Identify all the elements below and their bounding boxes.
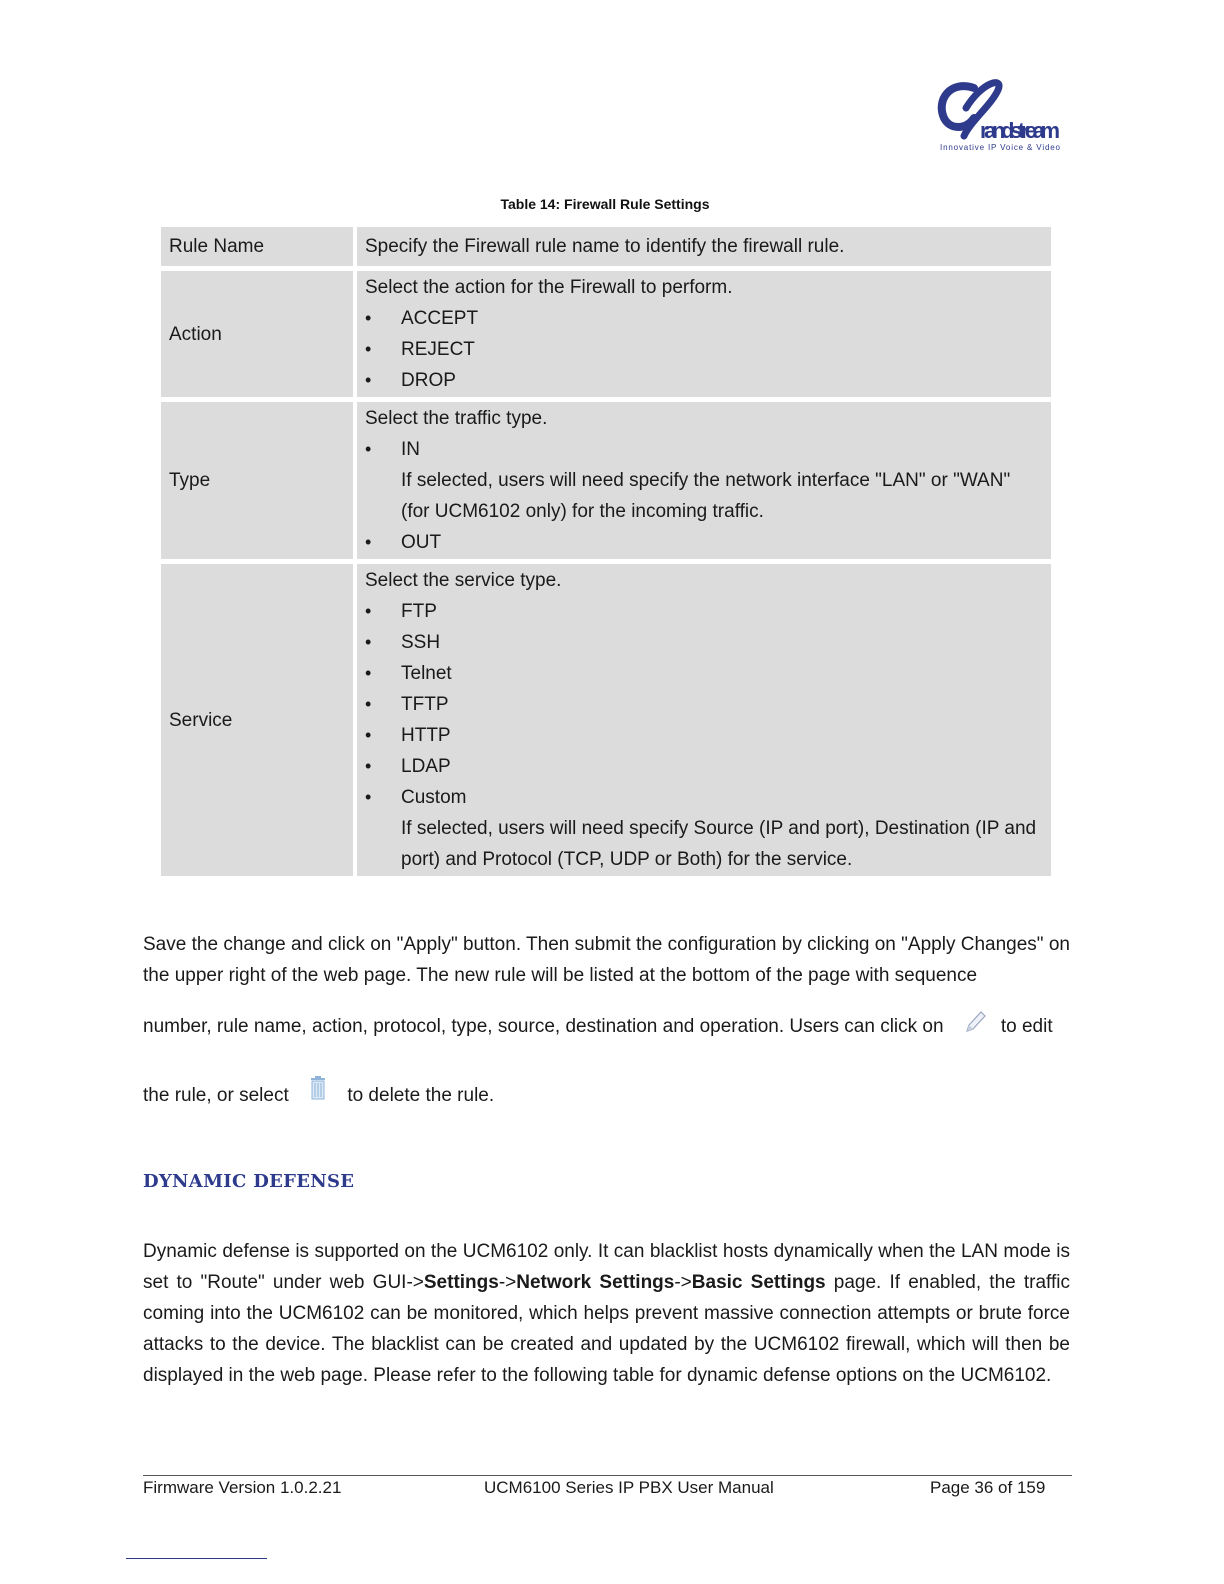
bullet-text: IN (401, 439, 420, 460)
bullet-text: HTTP (401, 725, 451, 746)
footer-page-number: Page 36 of 159 (930, 1478, 1046, 1497)
para2-bold-basic-settings: Basic Settings (691, 1272, 826, 1293)
para2-text-3: -> (674, 1272, 692, 1293)
bullet-icon: • (365, 308, 372, 328)
bullet-icon: • (365, 725, 372, 745)
logo-wordmark: randstream (980, 118, 1060, 143)
table-caption: Table 14: Firewall Rule Settings (500, 196, 710, 212)
bullet-item (365, 303, 1043, 334)
footer-firmware-version: Firmware Version 1.0.2.21 (143, 1478, 342, 1497)
bullet-item (365, 627, 1043, 658)
bullet-item (365, 434, 1043, 465)
bullet-text: FTP (401, 601, 437, 622)
row-description (357, 402, 1051, 559)
para2-text-2: -> (498, 1272, 517, 1293)
bullet-item (365, 720, 1043, 751)
dynamic-defense-paragraph (143, 1236, 1070, 1391)
row-label: Service (161, 564, 353, 876)
bottom-link-underline (126, 1558, 267, 1559)
bullet-icon: • (365, 601, 372, 621)
grandstream-logo (930, 78, 1070, 154)
para2-text-4: page. If enabled, the traffic coming into the UCM6102 can be monitored, which helps prevent massive connection attempts or brute force attacks to the device. The blacklist can be created and updated by the UCM6102 firewall, which will then be displayed in the web page. Please refer to the following table for dynamic defense options on the UCM6102. (143, 1272, 1070, 1386)
para1-line2-before: number, rule name, action, protocol, type, source, destination and operation. Users can click on (143, 1016, 944, 1038)
row-label: Action (161, 271, 353, 397)
footer-divider (143, 1475, 1072, 1476)
bullet-text: OUT (401, 532, 442, 553)
table-row (161, 402, 1051, 559)
bullet-note: If selected, users will need specify the network interface "LAN" or "WAN" (for UCM6102 only) for the incoming traffic. (401, 470, 1011, 522)
bullet-item (365, 658, 1043, 689)
bullet-icon: • (365, 632, 372, 652)
para1-line1: Save the change and click on "Apply" button. Then submit the configuration by clicking on "Apply Changes" on the upper right of the web page. The new rule will be listed at the bottom of the page with sequence (143, 934, 1070, 986)
bullet-text: REJECT (401, 339, 475, 360)
row-intro: Select the action for the Firewall to perform. (365, 277, 733, 298)
row-intro: Specify the Firewall rule name to identify the firewall rule. (365, 236, 845, 257)
bullet-icon: • (365, 694, 372, 714)
row-label: Rule Name (161, 227, 353, 266)
bullet-note: If selected, users will need specify Source (IP and port), Destination (IP and port) and Protocol (TCP, UDP or Both) for the service. (401, 818, 1037, 870)
bullet-text: DROP (401, 370, 456, 391)
row-description (357, 271, 1051, 397)
bullet-item (365, 365, 1043, 396)
para1-line3-after: to delete the rule. (347, 1085, 495, 1107)
section-title-dynamic-defense: DYNAMIC DEFENSE (143, 1171, 355, 1192)
bullet-icon: • (365, 370, 372, 390)
bullet-icon: • (365, 439, 372, 459)
edit-pencil-icon (963, 1009, 987, 1045)
table-row (161, 564, 1051, 876)
bullet-item (365, 527, 1043, 558)
para2-bold-settings: Settings (423, 1272, 499, 1293)
bullet-item (365, 689, 1043, 720)
logo-tagline: Innovative IP Voice & Video (940, 143, 1060, 152)
bullet-icon: • (365, 756, 372, 776)
row-intro: Select the traffic type. (365, 408, 548, 429)
bullet-icon: • (365, 787, 372, 807)
bullet-icon: • (365, 532, 372, 552)
firewall-rule-settings-table (157, 222, 1055, 881)
para2-bold-network-settings: Network Settings (516, 1272, 675, 1293)
bullet-text: TFTP (401, 694, 449, 715)
row-description (357, 227, 1051, 266)
para1-line3-before: the rule, or select (143, 1085, 289, 1107)
bullet-text: SSH (401, 632, 441, 653)
footer-manual-title: UCM6100 Series IP PBX User Manual (484, 1478, 774, 1497)
bullet-item (365, 782, 1043, 813)
para1-line2 (143, 1009, 1070, 1045)
bullet-icon: • (365, 663, 372, 683)
delete-trash-icon (308, 1065, 328, 1127)
row-intro: Select the service type. (365, 570, 562, 591)
table-row (161, 227, 1051, 266)
bullet-item (365, 751, 1043, 782)
table-row (161, 271, 1051, 397)
para2-text-1: Dynamic defense is supported on the UCM6102 only. It can blacklist hosts dynamically when the LAN mode is set to "Route" under web GUI-> (143, 1241, 1070, 1293)
bullet-icon: • (365, 339, 372, 359)
bullet-item (365, 334, 1043, 365)
row-label: Type (161, 402, 353, 559)
para1-line2-after: to edit (1000, 1016, 1053, 1038)
row-description (357, 564, 1051, 876)
bullet-text: LDAP (401, 756, 451, 777)
apply-instructions (143, 929, 1070, 1127)
bullet-text: Telnet (401, 663, 452, 684)
bullet-text: ACCEPT (401, 308, 479, 329)
para1-line3 (143, 1065, 1070, 1127)
bullet-item (365, 596, 1043, 627)
bullet-text: Custom (401, 787, 467, 808)
